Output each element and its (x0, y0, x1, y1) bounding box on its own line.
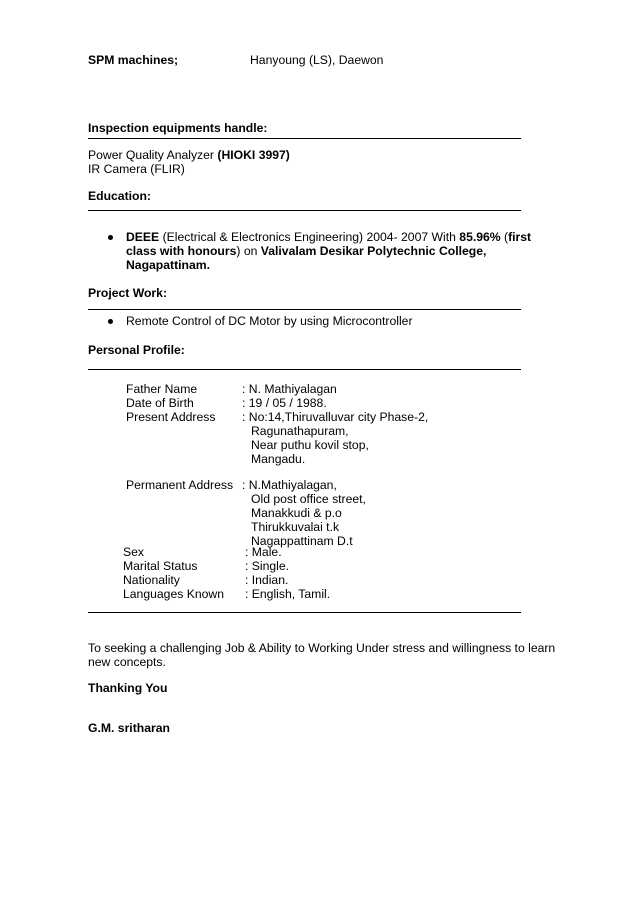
inspection-line-1-text: Power Quality Analyzer (88, 148, 218, 162)
sex-label: Sex (123, 545, 145, 559)
inspection-line-2: IR Camera (FLIR) (88, 162, 185, 176)
education-degree: DEEE (126, 230, 160, 244)
present-address-label: Present Address (126, 410, 216, 424)
sex-value: : Male. (245, 545, 282, 559)
project-rule (88, 309, 521, 310)
education-rule (88, 210, 521, 211)
education-bullet (108, 235, 113, 240)
inspection-line-1-model: (HIOKI 3997) (217, 148, 290, 162)
spm-label: SPM machines; (88, 53, 179, 67)
education-college: Valivalam Desikar Polytechnic College, (260, 244, 487, 258)
father-label: Father Name (126, 382, 198, 396)
permanent-address-line: : N.Mathiyalagan, (242, 478, 337, 492)
thanking-you: Thanking You (88, 681, 168, 695)
education-line-3: Nagapattinam. (126, 258, 210, 272)
permanent-address-line: Manakkudi & p.o (251, 506, 342, 520)
marital-status-value: : Single. (245, 559, 290, 573)
present-address-line: Ragunathapuram, (251, 424, 349, 438)
education-heading: Education: (88, 189, 151, 203)
project-bullet (108, 319, 113, 324)
permanent-address-line: Nagappattinam D.t (251, 534, 353, 548)
education-line-2 (126, 244, 486, 258)
father-value: : N. Mathiyalagan (242, 382, 337, 396)
nationality-label: Nationality (123, 573, 180, 587)
languages-value: : English, Tamil. (245, 587, 331, 601)
signature-name: G.M. sritharan (88, 721, 170, 735)
education-line-1-text: (Electrical & Electronics Engineering) 2004- 2007 With (159, 230, 460, 244)
permanent-address-line: Thirukkuvalai t.k (251, 520, 340, 534)
permanent-address-line: Old post office street, (251, 492, 366, 506)
spm-value: Hanyoung (LS), Daewon (250, 53, 384, 67)
inspection-line-1 (88, 148, 290, 162)
objective-line-2: new concepts. (88, 655, 166, 669)
marital-status-label: Marital Status (123, 559, 198, 573)
personal-heading: Personal Profile: (88, 343, 185, 357)
dob-value: : 19 / 05 / 1988. (242, 396, 327, 410)
personal-bottom-rule (88, 612, 521, 613)
education-first: first (508, 230, 532, 244)
objective-line-1: To seeking a challenging Job & Ability to Working Under stress and willingness to learn (88, 641, 556, 655)
project-item: Remote Control of DC Motor by using Microcontroller (126, 314, 413, 328)
education-line-1 (126, 230, 531, 244)
education-percentage: 85.96% (459, 230, 501, 244)
education-line-2-text: ) on (236, 244, 261, 258)
project-heading: Project Work: (88, 286, 168, 300)
personal-rule (88, 369, 521, 370)
inspection-heading: Inspection equipments handle: (88, 121, 268, 135)
present-address-line: : No:14,Thiruvalluvar city Phase-2, (242, 410, 429, 424)
education-paren: ( (500, 230, 509, 244)
present-address-line: Near puthu kovil stop, (251, 438, 369, 452)
permanent-address-label: Permanent Address (126, 478, 234, 492)
present-address-line: Mangadu. (251, 452, 306, 466)
education-honours: class with honours (126, 244, 237, 258)
languages-label: Languages Known (123, 587, 224, 601)
inspection-rule (88, 138, 521, 139)
nationality-value: : Indian. (245, 573, 289, 587)
dob-label: Date of Birth (126, 396, 194, 410)
